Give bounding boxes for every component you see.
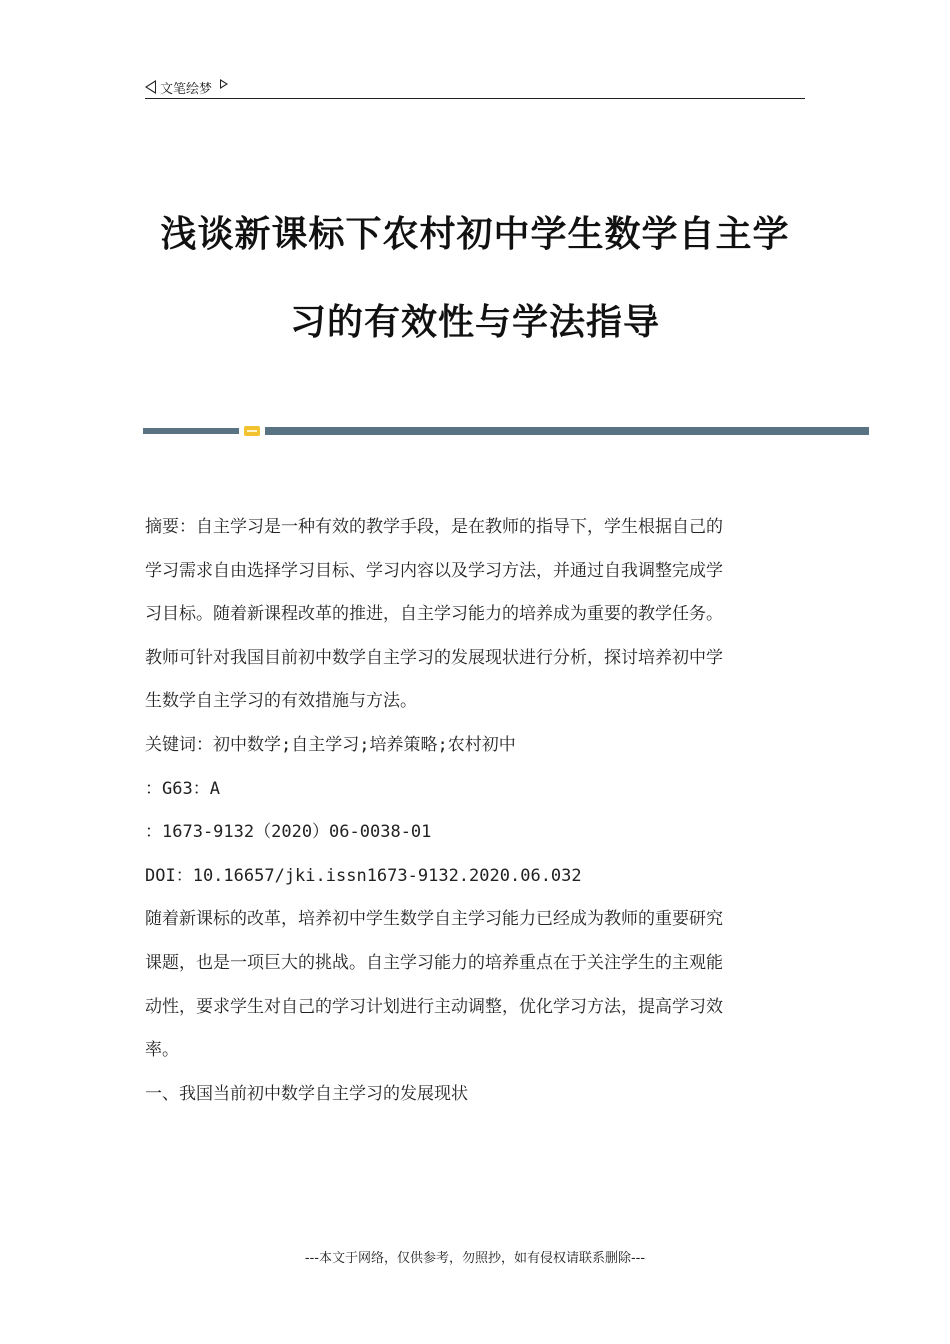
- classification-code: ：G63：A: [145, 778, 220, 799]
- intro-line: 率。: [145, 1040, 179, 1061]
- triangle-right-icon: [220, 79, 228, 89]
- abstract-line: 生数学自主学习的有效措施与方法。: [145, 691, 417, 712]
- intro-line: 随着新课标的改革，培养初中学生数学自主学习能力已经成为教师的重要研究: [145, 909, 723, 930]
- article-number: ：1673-9132（2020）06-0038-01: [145, 822, 432, 843]
- page-footer: ---本文于网络，仅供参考，勿照抄，如有侵权请联系删除---: [304, 1251, 646, 1266]
- intro-line: 动性，要求学生对自己的学习计划进行主动调整，优化学习方法，提高学习效: [145, 996, 723, 1017]
- title-line-1: 浅谈新课标下农村初中学生数学自主学: [160, 213, 790, 255]
- abstract-line: 摘要：自主学习是一种有效的教学手段，是在教师的指导下，学生根据自己的: [145, 517, 723, 537]
- title-line-2: 习的有效性与学法指导: [289, 301, 660, 343]
- title-divider: [143, 426, 869, 435]
- divider-bar-right: [265, 427, 869, 435]
- document-title: [140, 190, 810, 366]
- triangle-left-icon: [145, 80, 156, 94]
- page-header: [145, 76, 805, 99]
- header-site-name: 文笔绘梦: [160, 81, 213, 97]
- section-heading: 一、我国当前初中数学自主学习的发展现状: [145, 1083, 468, 1104]
- abstract-line: 习目标。随着新课程改革的推进，自主学习能力的培养成为重要的教学任务。: [145, 604, 723, 625]
- doi: DOI：10.16657/jki.issn1673-9132.2020.06.032: [145, 865, 582, 886]
- intro-line: 课题，也是一项巨大的挑战。自主学习能力的培养重点在于关注学生的主观能: [145, 952, 723, 973]
- divider-bar-left: [143, 428, 239, 434]
- divider-emblem-icon: [244, 426, 260, 436]
- abstract-line: 学习需求自由选择学习目标、学习内容以及学习方法，并通过自我调整完成学: [145, 560, 723, 581]
- document-body: [145, 506, 805, 1116]
- abstract-line: 教师可针对我国目前初中数学自主学习的发展现状进行分析，探讨培养初中学: [145, 647, 723, 668]
- keywords: 关键词：初中数学;自主学习;培养策略;农村初中: [145, 734, 516, 755]
